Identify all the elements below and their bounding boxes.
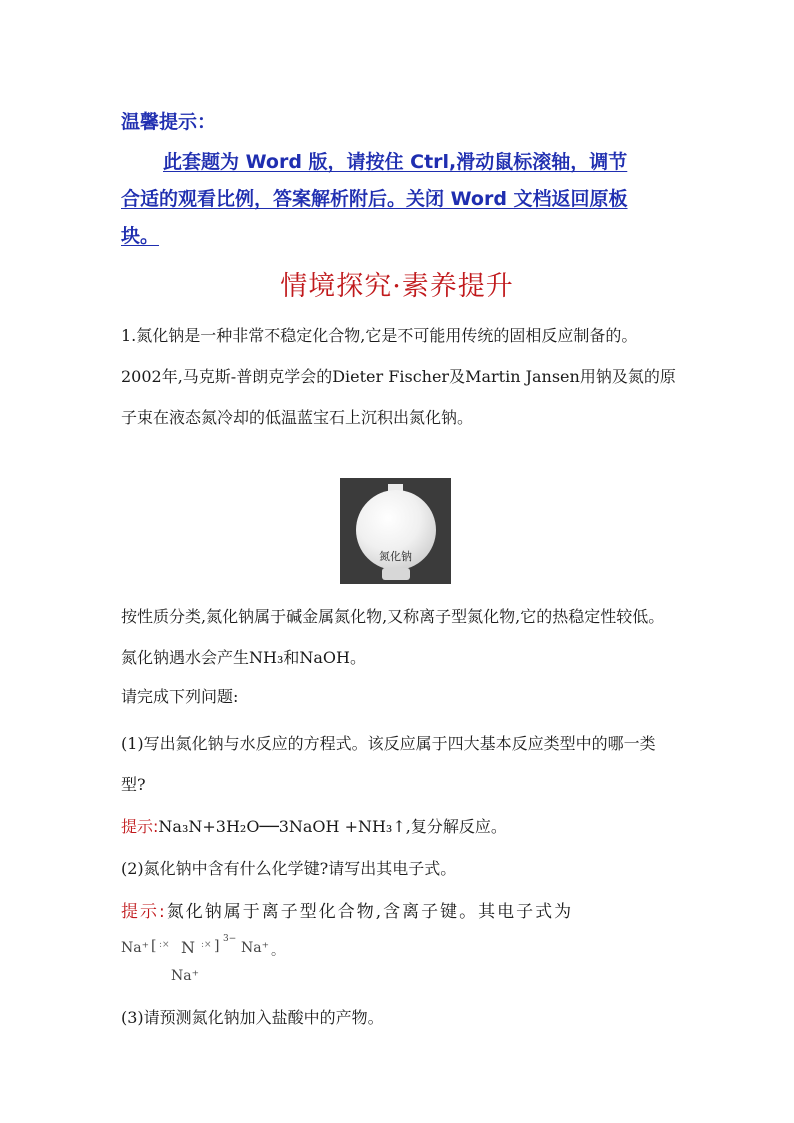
sodium-nitride-photo [340,478,451,584]
answer-2 [121,892,677,933]
sodium-ion: Na⁺ [171,968,199,984]
notice-line-2: 合适的观看比例，答案解析附后。关闭 Word 文档返回原板 [121,188,628,210]
electron-formula [121,930,321,990]
section-title: 情境探究·素养提升 [280,271,514,302]
sodium-ion: Na⁺ [121,940,149,956]
question-intro: 1.氮化钠是一种非常不稳定化合物,它是不可能用传统的固相反应制备的。2002年,马克斯-普朗克学会的Dieter Fischer及Martin Jansen用钠及氮的原子束在液态氮冷却的低温蓝宝石上沉积出氮化钠。 [121,326,676,427]
notice-title: 温馨提示： [121,111,217,133]
description: 按性质分类,氮化钠属于碱金属氮化物,又称离子型氮化物,它的热稳定性较低。氮化钠遇水会产生NH₃和NaOH。 [121,607,665,667]
notice-line-3: 块。 [121,225,160,247]
period: 。 [271,943,285,959]
bracket-close: ] [214,938,220,954]
photo-label: 氮化钠 [379,550,412,563]
sodium-ion: Na⁺ [241,940,269,956]
electron-dots: :× [159,940,170,950]
flask-stand [382,568,410,580]
nitrogen-symbol: N [181,938,195,957]
electron-dots: :× [201,940,212,950]
answer-2-text: 氮化钠属于离子型化合物,含离子键。其电子式为 [166,902,574,922]
bracket-open: [ [151,938,157,954]
answer-1-text: Na₃N+3H₂O──3NaOH +NH₃↑,复分解反应。 [158,817,507,836]
sub-question-2: (2)氮化钠中含有什么化学键?请写出其电子式。 [121,859,457,878]
ion-charge: 3− [223,934,237,944]
hint-label: 提示: [121,817,159,836]
instruction: 请完成下列问题: [121,687,239,706]
notice-body [121,144,681,255]
sub-question-1: (1)写出氮化钠与水反应的方程式。该反应属于四大基本反应类型中的哪一类型? [121,734,656,794]
hint-label: 提示: [121,902,167,922]
notice-line-1: 此套题为 Word 版，请按住 Ctrl,滑动鼠标滚轴，调节 [163,151,628,173]
sub-question-3: (3)请预测氮化钠加入盐酸中的产物。 [121,1008,384,1027]
answer-1 [121,806,677,847]
